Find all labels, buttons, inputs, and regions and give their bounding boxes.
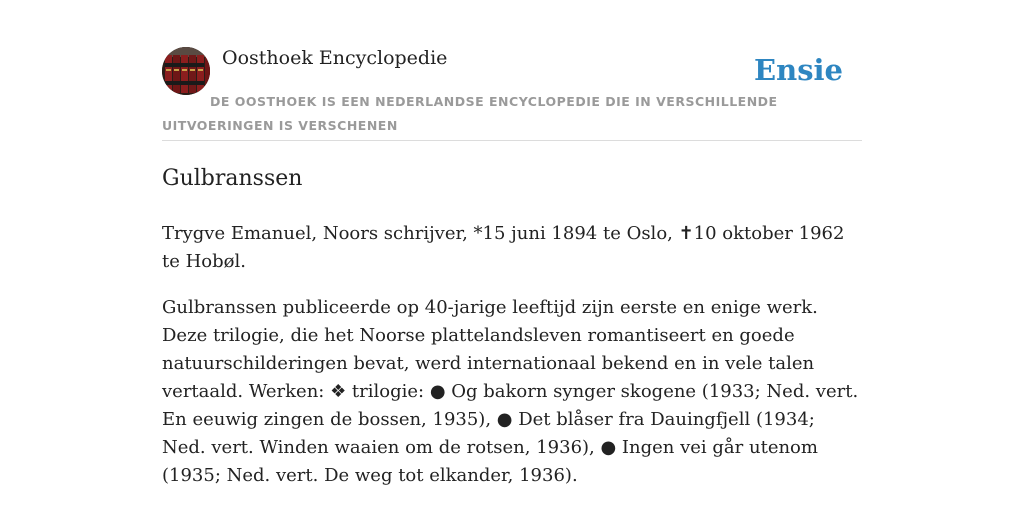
brand-logo[interactable]: Ensie <box>754 53 843 87</box>
site-title[interactable]: Oosthoek Encyclopedie <box>222 47 448 69</box>
site-header <box>162 46 862 141</box>
article-paragraph: Trygve Emanuel, Noors schrijver, *15 juni 1894 te Oslo, ✝10 oktober 1962 te Hobøl. <box>162 223 845 272</box>
article-paragraph: Gulbranssen publiceerde op 40-jarige leeftijd zijn eerste en enige werk. Deze trilogie, die het Noorse plattelandsleven romantiseert en goede natuurschilderingen bevat, werd internationaal bekend en in vele talen vertaald. Werken: ❖ trilogie: ● Og bakorn synger skogene (1933; Ned. vert. En eeuwig zingen de bossen, 1935), ● Det blåser fra Dauingfjell (1934; Ned. vert. Winden waaien om de rotsen, 1936), ● Ingen vei går utenom (1935; Ned. vert. De weg tot elkander, 1936). <box>162 297 859 486</box>
article-title: Gulbranssen <box>162 166 303 191</box>
article <box>162 160 862 508</box>
site-tagline: DE OOSTHOEK IS EEN NEDERLANDSE ENCYCLOPEDIE DIE IN VERSCHILLENDE UITVOERINGEN IS VERSCHENEN <box>162 94 778 133</box>
encyclopedia-books-icon[interactable] <box>162 47 210 95</box>
